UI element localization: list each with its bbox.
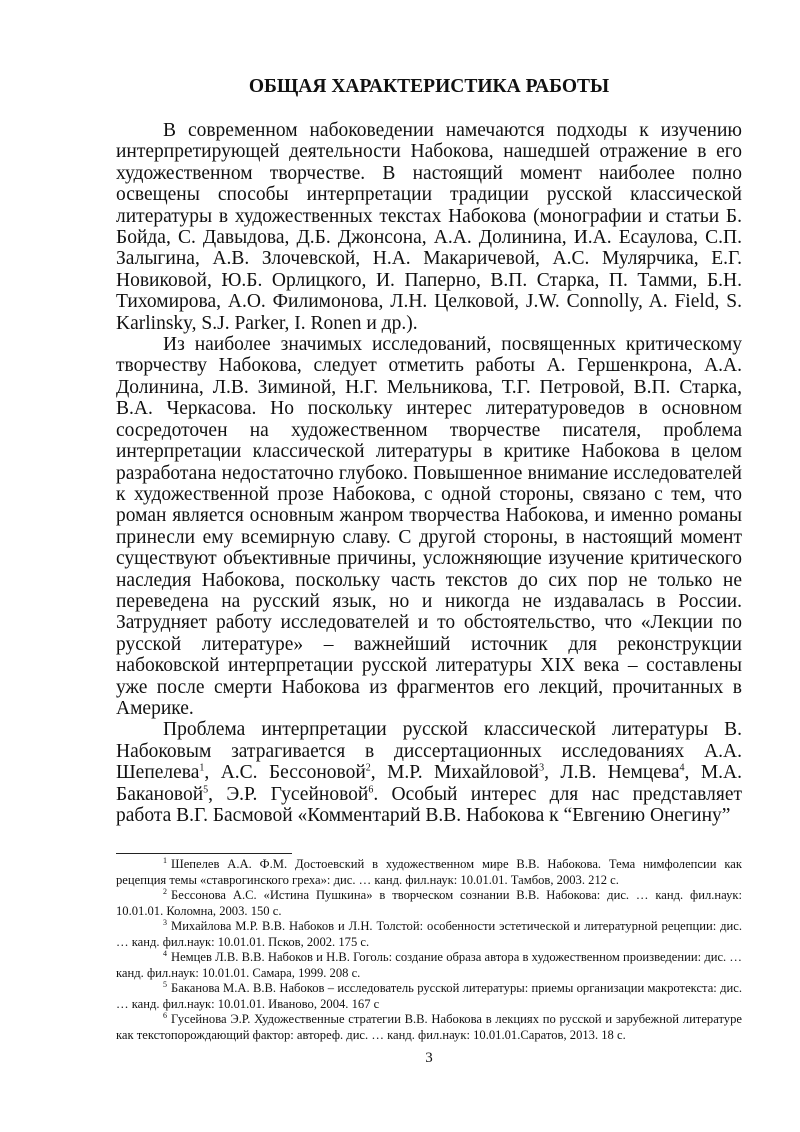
paragraph-3-lead: Проблема интерпретации русской классической литературы В. Набоковым затрагивается в диссертационных исследованиях [116, 719, 742, 762]
footnotes [116, 857, 742, 1043]
ref-nemtsev [560, 762, 689, 783]
footnote-3 [116, 919, 742, 950]
footnote-2 [116, 888, 742, 919]
footnote-mark: 3 [539, 762, 545, 774]
ref-name: М.А. Бакановой [116, 762, 742, 805]
body-text [116, 120, 742, 826]
ref-guseinova [226, 784, 378, 805]
footnote-mark: 6 [368, 784, 374, 796]
footnote-mark: 1 [199, 762, 205, 774]
ref-name: А.А. Шепелева [116, 740, 743, 784]
ref-separator: , [370, 762, 376, 784]
page-number: 3 [425, 1050, 433, 1066]
ref-name: Л.В. Немцева [560, 762, 680, 784]
paragraph-2: Из наиболее значимых исследований, посвященных критическому творчеству Набокова, следует отметить работы А. Гершенкрона, А.А. Долинина, Л.В. Зиминой, Н.Г. Мельникова, Т.Г. Петровой, В.П. Старка, В.А. Черкасова. Но поскольку интерес литературоведов в основном сосредоточен на художественном творчестве писателя, проблема интерпретации классической литературы в критике Набокова в целом разработана недостаточно глубоко. Повышенное внимание исследователей к художественной прозе Набокова, с одной стороны, связано с тем, что роман является основным жанром творчества Набокова, и именно романы принесли ему всемирную славу. С другой стороны, в настоящий момент существуют объективные причины, усложняющие изучение критического наследия Набокова, поскольку часть текстов до сих пор не только не переведена на русский язык, но и никогда не издавалась в России. Затрудняет работу исследователей и то обстоятельство, что «Лекции по русской литературе» – важнейший источник для реконструкции набоковской интерпретации русской литературы XIX века – составлены уже после смерти Набокова из фрагментов его лекций, прочитанных в Америке. [116, 334, 742, 719]
footnote-4 [116, 950, 742, 981]
paragraph-1: В современном набоковедении намечаются подходы к изучению интерпретирующей деятельности Набокова, нашедшей отражение в его художественном творчестве. В настоящий момент наиболее полно освещены способы интерпретации традиции русской классической литературы в художественных текстах Набокова (монографии и статьи Б. Бойда, С. Давыдова, Д.Б. Джонсона, А.А. Долинина, И.А. Есаулова, С.П. Залыгина, А.В. Злочевской, Н.А. Макаричевой, А.С. Мулярчика, Е.Г. Новиковой, Ю.Б. Орлицкого, И. Паперно, В.П. Старка, П. Тамми, Б.Н. Тихомирова, А.О. Филимонова, Л.Н. Целковой, J.W. Connolly, A. Field, S. Karlinsky, S.J. Parker, I. Ronen и др.). [116, 120, 742, 334]
footnote-number: 6 [163, 1010, 167, 1020]
footnote-number: 4 [163, 948, 167, 958]
ref-separator: , [684, 762, 690, 784]
footnote-mark: 4 [679, 762, 685, 774]
footnote-5 [116, 981, 742, 1012]
footnote-text: Немцев Л.В. В.В. Набоков и Н.В. Гоголь: создание образа автора в художественном произведении: дис. … канд. фил.наук: 10.01.01. Самара, 1999. 208 с. [116, 950, 742, 980]
ref-bessonova [221, 762, 376, 783]
ref-name: М.Р. Михайловой [387, 762, 540, 784]
footnote-number: 1 [163, 855, 167, 865]
paragraph-3 [116, 719, 742, 826]
footnote-mark: 2 [365, 762, 371, 774]
footnote-number: 5 [163, 979, 167, 989]
ref-mikhailova [387, 762, 549, 783]
footnote-text: Михайлова М.Р. В.В. Набоков и Л.Н. Толстой: особенности эстетической и литературной рецепции: дис. … канд. фил.наук: 10.01.01. Псков, 2002. 175 с. [116, 919, 742, 949]
ref-name: А.С. Бессоновой [220, 762, 366, 784]
footnote-text: Баканова М.А. В.В. Набоков – исследователь русской литературы: приемы организации макротекста: дис. … канд. фил.наук: 10.01.01. Иваново, 2004. 167 с [116, 981, 742, 1011]
footnote-number: 3 [163, 917, 167, 927]
paragraph-3-tail: Особый интерес для нас представляет работа В.Г. Басмовой «Комментарий В.В. Набокова к “Евгению Онегину” [116, 783, 743, 826]
footnote-mark: 5 [203, 784, 209, 796]
ref-separator: . [373, 783, 379, 805]
footnote-number: 2 [163, 886, 167, 896]
ref-separator: , [208, 783, 214, 805]
page-title: ОБЩАЯ ХАРАКТЕРИСТИКА РАБОТЫ [248, 76, 610, 97]
footnote-text: Шепелев А.А. Ф.М. Достоевский в художественном мире В.В. Набокова. Тема нимфолепсии как рецепция темы «ставрогинского греха»: дис. … канд. фил.наук: 10.01.01. Тамбов, 2003. 212 с. [116, 857, 742, 887]
ref-separator: , [204, 762, 210, 784]
footnote-1 [116, 857, 742, 888]
footnote-text: Бессонова А.С. «Истина Пушкина» в творческом сознании В.В. Набокова: дис. … канд. фил.наук: 10.01.01. Коломна, 2003. 150 с. [116, 888, 742, 918]
ref-name: Э.Р. Гусейновой [226, 783, 369, 805]
footnote-divider [116, 853, 292, 854]
ref-separator: , [544, 762, 549, 784]
footnote-text: Гусейнова Э.Р. Художественные стратегии В.В. Набокова в лекциях по русской и зарубежной литературе как текстопорождающий фактор: автореф. дис. … канд. фил.наук: 10.01.01.Саратов, 2013. 18 с. [116, 1012, 742, 1042]
footnote-6 [116, 1012, 742, 1043]
